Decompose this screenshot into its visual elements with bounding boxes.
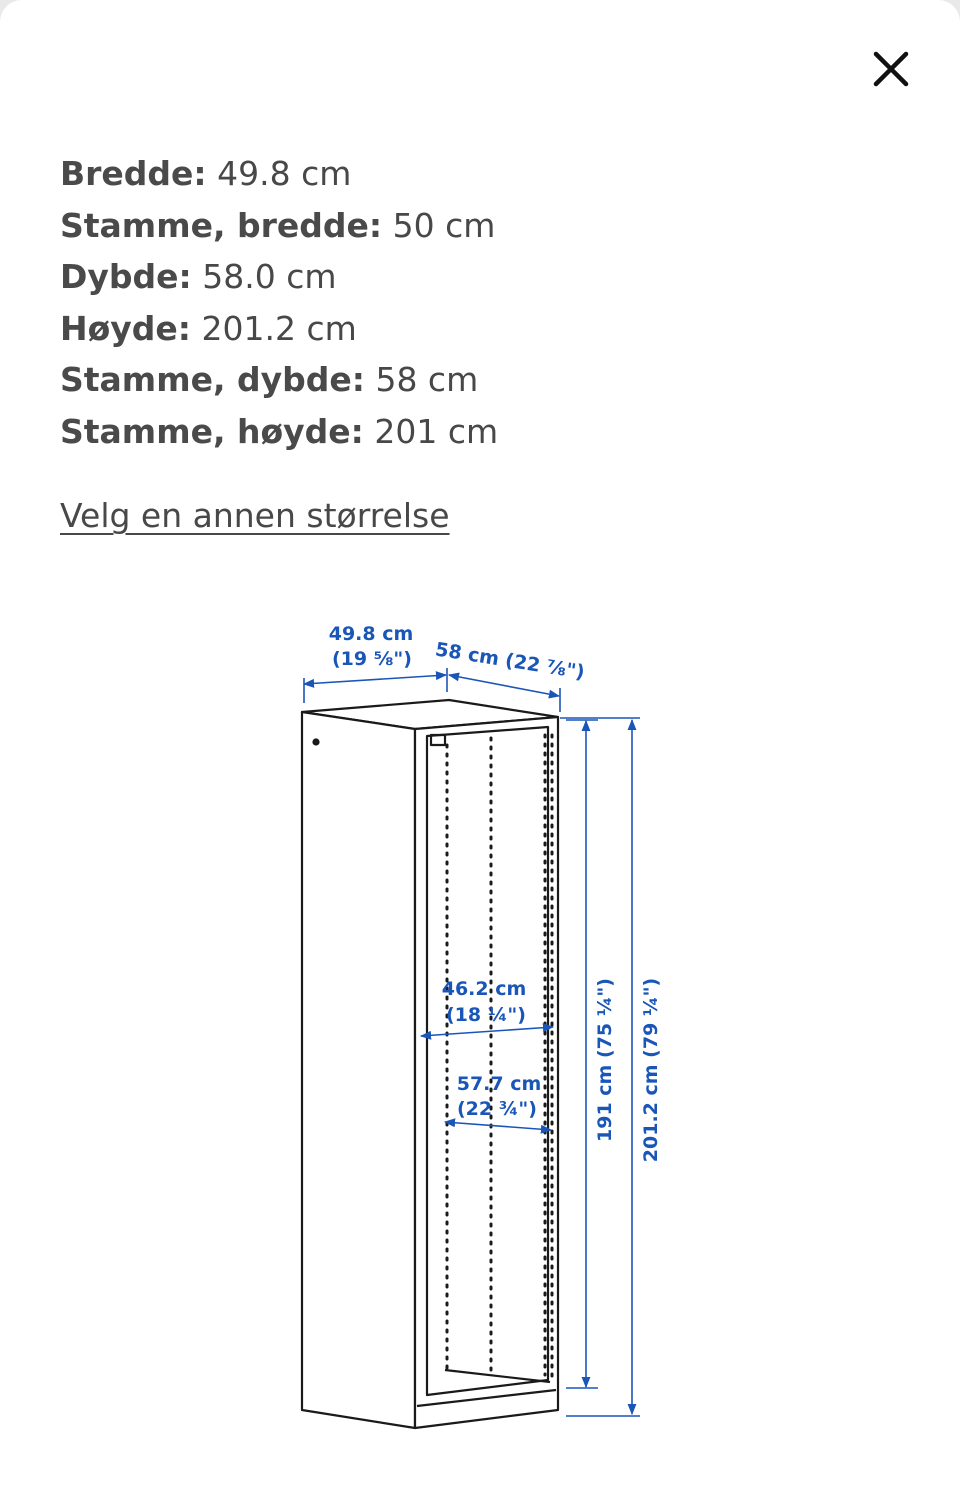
inner-width-in-label: (18 ¼") (446, 1004, 526, 1026)
inner-height-label: 191 cm (75 ¼") (594, 978, 616, 1142)
spec-label: Stamme, høyde: (60, 411, 364, 451)
depth-label: 58 cm (22 ⅞") (433, 638, 587, 684)
dimension-specs-list (60, 148, 498, 458)
spec-label: Stamme, dybde: (60, 360, 365, 400)
inner-width-cm-label: 46.2 cm (441, 978, 527, 1000)
choose-other-size-link[interactable]: Velg en annen størrelse (60, 496, 450, 535)
spec-label: Bredde: (60, 154, 207, 193)
spec-row-frame-height (60, 406, 498, 458)
spec-label: Dybde: (60, 257, 192, 297)
spec-row-frame-depth (60, 354, 498, 406)
spec-value: 201 cm (374, 411, 499, 451)
close-icon (864, 42, 918, 96)
spec-value: 50 cm (392, 205, 496, 245)
wardrobe-frame-drawing (302, 700, 558, 1428)
close-button[interactable] (864, 42, 918, 96)
outer-height-label: 201.2 cm (79 ¼") (640, 977, 662, 1163)
spec-label: Stamme, bredde: (60, 205, 383, 245)
spec-value: 201.2 cm (201, 308, 357, 348)
inner-depth-cm-label: 57.7 cm (456, 1073, 542, 1095)
wardrobe-dimension-diagram (0, 600, 960, 1460)
spec-row-frame-width (60, 200, 498, 252)
spec-value: 49.8 cm (217, 154, 352, 193)
spec-row-height (60, 303, 498, 355)
spec-row-width (60, 148, 498, 200)
inner-depth-in-label: (22 ¾") (457, 1098, 537, 1120)
spec-value: 58.0 cm (202, 257, 337, 297)
spec-value: 58 cm (375, 360, 479, 400)
width-cm-label: 49.8 cm (328, 623, 414, 645)
spec-row-depth (60, 251, 498, 303)
spec-label: Høyde: (60, 308, 192, 348)
width-in-label: (19 ⅝") (332, 648, 412, 670)
